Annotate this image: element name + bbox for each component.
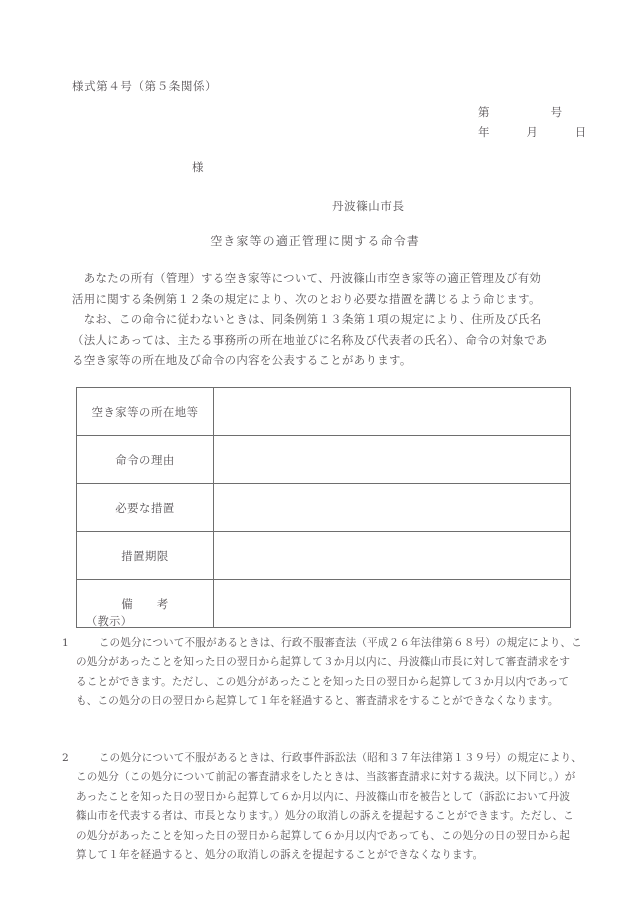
instruction-number: 2 <box>62 752 69 764</box>
issuer-name: 丹波篠山市長 <box>332 199 405 213</box>
instruction-line <box>62 749 582 768</box>
instruction-line: の処分があったことを知った日の翌日から起算して３か月以内に、丹波篠山市長に対して審査請求をす <box>76 656 571 669</box>
table-row <box>77 484 571 532</box>
table-row-label: 空き家等の所在地等 <box>77 388 214 436</box>
instruction-line: 算して１年を経過すると、処分の取消しの訴えを提起することができなくなります。 <box>76 849 484 862</box>
table-row-label: 措置期限 <box>77 532 214 580</box>
instruction-line: この処分（この処分について前記の審査請求をしたときは、当該審査請求に対する裁決。以下同じ。）が <box>76 771 576 784</box>
table-row-label: 命令の理由 <box>77 436 214 484</box>
instruction-line: あったことを知った日の翌日から起算して６か月以内に、丹波篠山市を被告として（訴訟において丹波 <box>76 790 571 803</box>
instruction-line: も、この処分の日の翌日から起算して１年を経過すると、審査請求をすることができなくなります。 <box>76 695 559 708</box>
table-row <box>77 532 571 580</box>
instruction-text: この処分について不服があるときは、行政不服審査法（平成２６年法律第６８号）の規定により、こ <box>88 637 582 649</box>
instruction-line <box>62 634 582 653</box>
table-row-value[interactable] <box>214 436 571 484</box>
table-row-value[interactable] <box>214 532 571 580</box>
paragraph-line: （法人にあっては、主たる事務所の所在地並びに名称及び代表者の氏名）、命令の対象であ <box>72 332 548 347</box>
document-title: 空き家等の適正管理に関する命令書 <box>210 234 420 248</box>
table-row-label: 必要な措置 <box>77 484 214 532</box>
paragraph-line: 活用に関する条例第１２条の規定により、次のとおり必要な措置を講じるよう命じます。 <box>72 291 541 306</box>
table-row <box>77 388 571 436</box>
form-number-label: 様式第４号（第５条関係） <box>72 79 218 93</box>
addressee-suffix: 様 <box>192 160 205 174</box>
instruction-line: の処分があったことを知った日の翌日から起算して６か月以内であっても、この処分の日の翌日から起 <box>76 829 570 842</box>
table-row-label: 備 考 <box>77 580 214 628</box>
instruction-text: この処分について不服があるときは、行政事件訴訟法（昭和３７年法律第１３９号）の規定により、 <box>88 752 582 764</box>
paragraph-line: あなたの所有（管理）する空き家等について、丹波篠山市空き家等の適正管理及び有効 <box>72 271 542 285</box>
table-row <box>77 580 571 628</box>
table-row-value[interactable] <box>214 580 571 628</box>
instruction-line: 篠山市を代表する者は、市長となります。）処分の取消しの訴えを提起することができます。ただし、こ <box>76 810 574 823</box>
instructions-heading: （教示） <box>86 615 133 628</box>
table-row <box>77 436 571 484</box>
instruction-item-2 <box>62 749 582 865</box>
order-detail-table <box>76 387 571 628</box>
paragraph-line: る空き家等の所在地及び命令の内容を公表することがあります。 <box>72 353 412 367</box>
instruction-number: 1 <box>62 637 69 649</box>
table-row-value[interactable] <box>214 484 571 532</box>
document-date-field: 年 月 日 <box>478 125 587 139</box>
table-row-value[interactable] <box>214 388 571 436</box>
instruction-line: ることができます。ただし、この処分があったことを知った日の翌日から起算して３か月以内であって <box>76 675 570 688</box>
instruction-item-1 <box>62 634 582 712</box>
paragraph-line: なお、この命令に従わないときは、同条例第１３条第１項の規定により、住所及び氏名 <box>72 312 542 326</box>
document-number-field: 第 号 <box>478 105 563 119</box>
body-paragraph-1 <box>72 268 560 309</box>
body-paragraph-2 <box>72 309 560 371</box>
